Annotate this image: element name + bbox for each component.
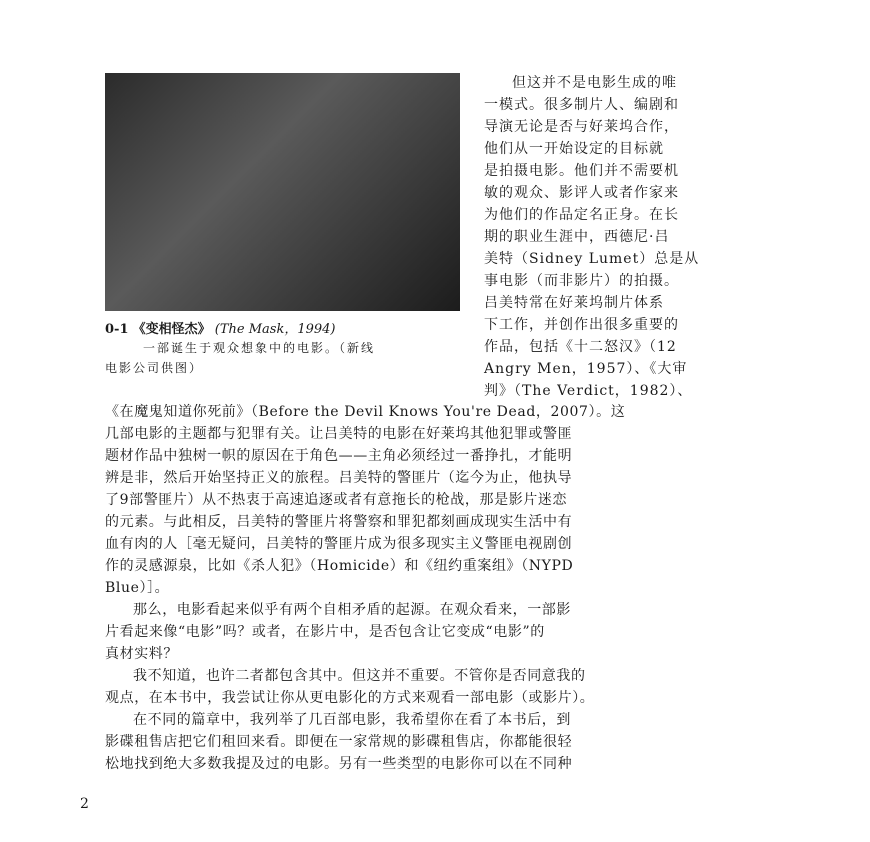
figure-caption-title bbox=[105, 320, 465, 340]
caption-line: 一部诞生于观众想象中的电影。（新线 bbox=[143, 341, 376, 355]
text-line: 敏的观众、影评人或者作家来 bbox=[484, 185, 679, 201]
text-line: 作的灵感源泉，比如《杀人犯》（Homicide）和《纽约重案组》（NYPD bbox=[105, 558, 574, 574]
text-line: 作品，包括《十二怒汉》（12 bbox=[484, 339, 677, 355]
figure-title: 《变相怪杰》 bbox=[132, 322, 211, 337]
text-line: 他们从一开始设定的目标就 bbox=[484, 141, 664, 157]
text-line: 下工作，并创作出很多重要的 bbox=[484, 317, 679, 333]
text-line: 辨是非，然后开始坚持正义的旅程。吕美特的警匪片（迄今为止，他执导 bbox=[105, 470, 573, 486]
text-line: 了9部警匪片）从不热衷于高速追逐或者有意拖长的枪战，那是影片迷恋 bbox=[105, 492, 568, 508]
text-line: 在不同的篇章中，我列举了几百部电影，我希望你在看了本书后，到 bbox=[133, 712, 571, 728]
text-line: 我不知道，也许二者都包含其中。但这并不重要。不管你是否同意我的 bbox=[133, 668, 586, 684]
text-line: 那么，电影看起来似乎有两个自相矛盾的起源。在观众看来，一部影 bbox=[133, 602, 571, 618]
figure-caption-body bbox=[105, 338, 465, 378]
text-line: 影碟租售店把它们租回来看。即便在一家常规的影碟租售店，你都能很轻 bbox=[105, 734, 573, 750]
text-line: 片看起来像“电影”吗？或者，在影片中，是否包含让它变成“电影”的 bbox=[105, 624, 545, 640]
film-still-photo bbox=[105, 73, 460, 311]
figure-title-en: (The Mask，1994) bbox=[214, 322, 336, 337]
text-line: 题材作品中独树一帜的原因在于角色——主角必须经过一番挣扎，才能明 bbox=[105, 448, 573, 464]
text-line: 一模式。很多制片人、编剧和 bbox=[484, 97, 679, 113]
text-line: 但这并不是电影生成的唯 bbox=[512, 75, 677, 91]
text-line: 观点，在本书中，我尝试让你从更电影化的方式来观看一部电影（或影片）。 bbox=[105, 690, 595, 706]
text-line: 是拍摄电影。他们并不需要机 bbox=[484, 163, 679, 179]
caption-line: 电影公司供图） bbox=[105, 361, 204, 375]
page-number: 2 bbox=[80, 796, 89, 812]
text-line: 为他们的作品定名正身。在长 bbox=[484, 207, 679, 223]
text-line: 松地找到绝大多数我提及过的电影。另有一些类型的电影你可以在不同种 bbox=[105, 756, 573, 772]
text-line: 期的职业生涯中，西德尼·吕 bbox=[484, 229, 670, 245]
text-line: 几部电影的主题都与犯罪有关。让吕美特的电影在好莱坞其他犯罪或警匪 bbox=[105, 426, 573, 442]
figure-label: 0-1 bbox=[105, 322, 129, 337]
text-line: 真材实料？ bbox=[105, 646, 178, 662]
text-line: 判》（The Verdict，1982）、 bbox=[484, 383, 693, 399]
text-line: Blue）］。 bbox=[105, 580, 170, 596]
main-body-text bbox=[105, 401, 765, 775]
side-column-text bbox=[484, 72, 760, 402]
text-line: 事电影（而非影片）的拍摄。 bbox=[484, 273, 679, 289]
text-line: 血有肉的人［毫无疑问，吕美特的警匪片成为很多现实主义警匪电视剧创 bbox=[105, 536, 573, 552]
text-line: Angry Men，1957）、《大审 bbox=[484, 361, 688, 377]
text-line: 的元素。与此相反，吕美特的警匪片将警察和罪犯都刻画成现实生活中有 bbox=[105, 514, 573, 530]
text-line: 导演无论是否与好莱坞合作， bbox=[484, 119, 679, 135]
text-line: 吕美特常在好莱坞制片体系 bbox=[484, 295, 664, 311]
text-line: 美特（Sidney Lumet）总是从 bbox=[484, 251, 700, 267]
text-line: 《在魔鬼知道你死前》（Before the Devil Knows You're Dead，2007）。这 bbox=[105, 404, 626, 420]
